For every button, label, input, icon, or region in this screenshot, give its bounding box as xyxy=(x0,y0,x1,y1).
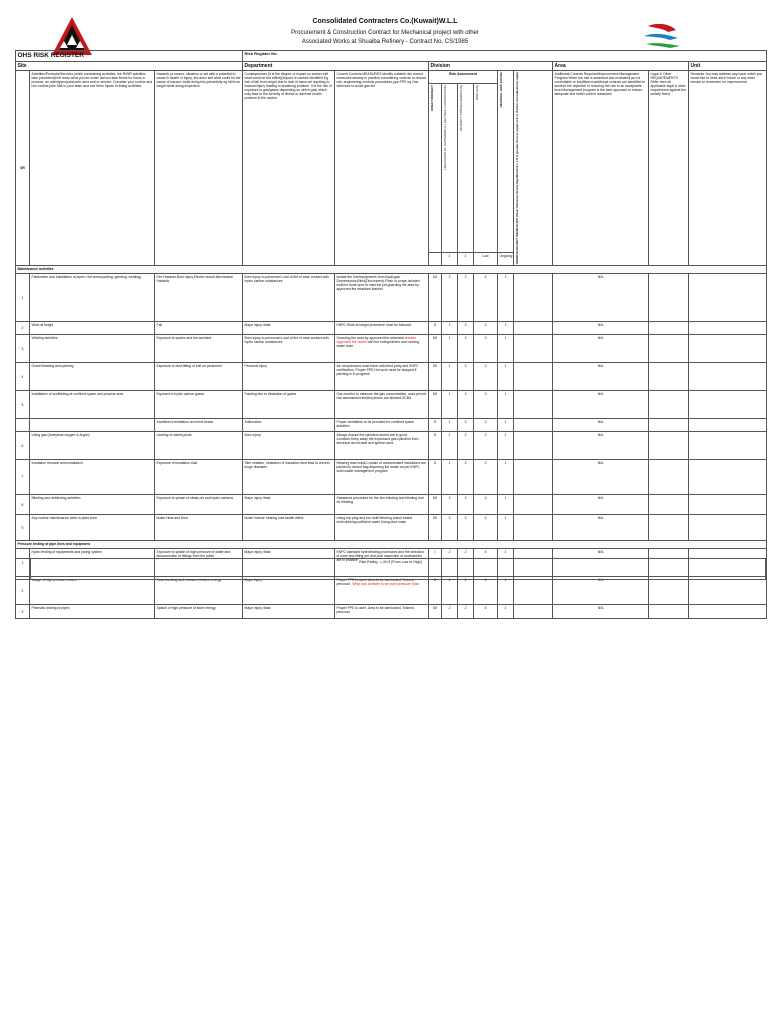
row-legal xyxy=(649,322,689,335)
row-current-controls xyxy=(335,335,429,363)
row-remarks xyxy=(689,322,767,335)
row-activity: Work at height xyxy=(30,322,155,335)
row-sr-number: 3 xyxy=(16,335,30,363)
col-header-consequence: Consequences (it is the degree of impact on worker self what could be the effect)(Impact of caused identified Eg risk of fall from height due to lack of hand rail resulting to fracture/injury leading to breathing problem. It is the risk of exposure to gas/gases depending on which gas) which may lead to the severity of illness or adverse health problem in the worker xyxy=(243,71,335,266)
row-consequence: Burn injury to personnel.Load of fire in case contact with hydro carbon substances xyxy=(243,274,335,322)
row-severity: 2 xyxy=(458,274,474,322)
area-label: Area xyxy=(553,62,689,71)
row-sr-number: 1 xyxy=(16,549,30,577)
row-risk: 2 xyxy=(474,363,498,391)
row-hazard: Exposure to splash of high pressure of water and disconnection of fittings from the joints xyxy=(155,549,243,577)
controls-highlight: Whip lock Arrester to be used pressure hose. xyxy=(352,582,421,587)
row-activity: Welding activities xyxy=(30,335,155,363)
row-current-controls xyxy=(335,577,429,605)
row-risk: 2 xyxy=(474,419,498,432)
row-significance xyxy=(514,432,553,460)
col-header-severity: SEVERITY CONSEQUENCES (S) xyxy=(458,85,463,132)
row-significance xyxy=(514,605,553,619)
row-residual-risk: 1 xyxy=(498,391,514,419)
row-legal xyxy=(649,391,689,419)
row-consequence: Major injury /fatal xyxy=(243,549,335,577)
department-label: Department xyxy=(243,62,429,71)
risk-register-table xyxy=(15,50,767,619)
row-current-controls xyxy=(335,363,429,391)
controls-text-continued: with fire extinguishers and running water hose xyxy=(336,340,419,349)
risk-rating-legend: Risk Rating : L,M,H (From Low to High) xyxy=(359,560,422,564)
col-header-significant: SIGNIFICANT/NOT SIGNIFICANT (Risk Tolerance Score) Significant if L x S is greater than or equal to 9 or if other considerations apply xyxy=(514,72,519,265)
row-direct-indirect: D xyxy=(429,419,442,432)
row-likelihood: 1 xyxy=(442,391,458,419)
col-header-additional-controls: Additional Controls Required/Improvement Management Program When the risk is assessed and evaluated as not controllable or insufficient,additional controls are identified to achieve the objective of reducing the risk to an acceptable level.Management program is the best approach to ensure adequate and better control measures xyxy=(553,71,649,266)
row-additional-controls: N/A xyxy=(553,322,649,335)
row-residual-risk: 1 xyxy=(498,605,514,619)
scale-severity: 1 xyxy=(458,252,474,265)
unit-label: Unit xyxy=(689,62,767,71)
row-significance xyxy=(514,322,553,335)
row-direct-indirect: D/I xyxy=(429,274,442,322)
row-severity: 2 xyxy=(458,335,474,363)
row-sr-number: 8 xyxy=(16,495,30,515)
row-hazard: Leaking of valves,joints xyxy=(155,432,243,460)
section-title: Pressure testing of pipe lines and equipment xyxy=(16,541,767,549)
controls-text: Proper PPE is used ,Area to be barricaded, Trained personal , xyxy=(336,578,414,587)
row-sr-number: 2 xyxy=(16,322,30,335)
scale-significance: Ongoing xyxy=(498,252,514,265)
row-additional-controls: N/A xyxy=(553,363,649,391)
risk-rating-footer xyxy=(15,558,766,580)
row-hazard: Noise,Heat and Dust xyxy=(155,515,243,541)
row-likelihood: 1 xyxy=(442,460,458,495)
row-sr-number: 1 xyxy=(16,274,30,322)
row-direct-indirect: D/I xyxy=(429,515,442,541)
row-severity: 2 xyxy=(458,322,474,335)
row-activity: Usage of high pressure hoses xyxy=(30,577,155,605)
row-remarks xyxy=(689,577,767,605)
section-header-row xyxy=(16,541,767,549)
row-consequence: Major injury /fatal xyxy=(243,495,335,515)
row-residual-risk: 1 xyxy=(498,515,514,541)
row-hazard: Hose bursting and releases of store energy xyxy=(155,577,243,605)
row-likelihood: 1 xyxy=(442,363,458,391)
table-row xyxy=(16,274,767,322)
row-remarks xyxy=(689,495,767,515)
row-risk: 4 xyxy=(474,549,498,577)
row-residual-risk: 1 xyxy=(498,460,514,495)
row-current-controls xyxy=(335,460,429,495)
row-hazard: Exposure to dust,fitting of bolt on personnel xyxy=(155,363,243,391)
row-remarks xyxy=(689,391,767,419)
row-consequence: Burn injury to personnel.Load of fire in case contact with hydro carbon substances xyxy=(243,335,335,363)
register-number-label: Risk Register No. xyxy=(243,51,767,62)
row-remarks xyxy=(689,274,767,322)
row-additional-controls: N/A xyxy=(553,432,649,460)
row-hazard: Fire Hazards,Burn injury,Electric shock,Mechanical Hazards xyxy=(155,274,243,322)
row-risk: 4 xyxy=(474,515,498,541)
row-severity: 2 xyxy=(458,549,474,577)
controls-text: Gas monitor to measure the gas concentration, work permit risk assessment,limited person are allowed,SCBA xyxy=(336,392,426,401)
row-residual-risk: 1 xyxy=(498,577,514,605)
row-direct-indirect: D xyxy=(429,460,442,495)
row-additional-controls: N/A xyxy=(553,335,649,363)
row-remarks xyxy=(689,432,767,460)
row-hazard: Fall xyxy=(155,322,243,335)
row-direct-indirect: D xyxy=(429,322,442,335)
row-remarks xyxy=(689,460,767,495)
controls-text: Air compressors must have valid third party and KNPC certification, Proper PPE,Hot work must be stopped if painting is in progress xyxy=(336,364,419,377)
row-risk: 2 xyxy=(474,577,498,605)
row-current-controls xyxy=(335,515,429,541)
row-severity: 2 xyxy=(458,605,474,619)
row-current-controls xyxy=(335,391,429,419)
row-significance xyxy=(514,391,553,419)
controls-text: Proper PPE is used ,Area to be barricaded, Trained personal xyxy=(336,606,414,615)
row-severity: 2 xyxy=(458,495,474,515)
row-remarks xyxy=(689,605,767,619)
row-likelihood: 1 xyxy=(442,322,458,335)
row-legal xyxy=(649,419,689,432)
client-logo xyxy=(640,20,682,52)
register-title: OHS RISK REGISTER xyxy=(16,51,243,62)
row-significance xyxy=(514,363,553,391)
row-legal xyxy=(649,577,689,605)
row-sr-number: 6 xyxy=(16,432,30,460)
controls-text: Using ear plug and ear muff,Wearing cotton based cloth,drinking sufficient water Using dust mask xyxy=(336,516,413,525)
row-severity: 2 xyxy=(458,577,474,605)
row-consequence: Major injury /fatal xyxy=(243,605,335,619)
row-risk: 4 xyxy=(474,495,498,515)
row-likelihood: 1 xyxy=(442,419,458,432)
row-likelihood: 2 xyxy=(442,549,458,577)
col-header-legal: Legal & Other REQUIREMENTS Refer here all applicable legal & other requirement against the activity listed xyxy=(649,71,689,266)
row-additional-controls: N/A xyxy=(553,605,649,619)
table-row xyxy=(16,419,767,432)
row-consequence: Burn injury xyxy=(243,432,335,460)
table-row xyxy=(16,460,767,495)
row-residual-risk: 1 xyxy=(498,322,514,335)
row-consequence: Personal injury xyxy=(243,363,335,391)
row-activity xyxy=(30,419,155,432)
row-likelihood: 2 xyxy=(442,274,458,322)
controls-text: Always ensure the cylinders stored are in good condition.Keep away the expressed gas cylinders from electrical circuit,heat and ignition area xyxy=(336,433,419,446)
row-residual-risk: 1 xyxy=(498,432,514,460)
row-sr-number: 3 xyxy=(16,605,30,619)
col-header-remarks: Remarks You may address any issue which you would like to seek aid in future or any other remark to remember for improvement xyxy=(689,71,767,266)
row-remarks xyxy=(689,419,767,432)
site-label: Site xyxy=(16,62,243,71)
table-row xyxy=(16,577,767,605)
row-legal xyxy=(649,335,689,363)
row-residual-risk: 1 xyxy=(498,363,514,391)
section-title: Maintenance activities xyxy=(16,266,767,274)
row-severity: 2 xyxy=(458,419,474,432)
controls-text: Wearing dust mask,Contain of contaminated insulations are packed in closed bag,disposing the waste as per KNPC solid waste management program xyxy=(336,461,426,474)
controls-text: Guarding the area by approved fire retardant xyxy=(336,336,404,341)
row-residual-risk: 1 xyxy=(498,335,514,363)
row-legal xyxy=(649,605,689,619)
row-residual-risk: 1 xyxy=(498,274,514,322)
row-consequence: Skin irritation, inhalation of insulation dust lead to chronic lungs diseases xyxy=(243,460,335,495)
row-legal xyxy=(649,432,689,460)
row-likelihood: 2 xyxy=(442,605,458,619)
row-hazard: Exposure to splash of steam,air and hydro carbons xyxy=(155,495,243,515)
row-legal xyxy=(649,460,689,495)
col-header-activity: Activities/Products/Services (while considering activities, the R/WR activities take precedent)Drill down what you do under various task levels for hours a process, an activity/projects/work area and or service. Consider your routine and non routine jobs.Talk to your team and see them inputs to listing activities xyxy=(30,71,155,266)
row-activity: Insulation removal and installation xyxy=(30,460,155,495)
controls-text: KNPC Work at height procedure must be followed xyxy=(336,323,412,328)
row-consequence: Major injury /fatal xyxy=(243,322,335,335)
row-risk: 2 xyxy=(474,335,498,363)
row-sr-number: 7 xyxy=(16,460,30,495)
company-name: Consolidated Contracters Co.(Kuwait)W.L.L xyxy=(312,18,458,25)
row-additional-controls: N/A xyxy=(553,495,649,515)
row-additional-controls: N/A xyxy=(553,577,649,605)
scale-likelihood: 1 xyxy=(442,252,458,265)
row-significance xyxy=(514,460,553,495)
row-risk: 2 xyxy=(474,391,498,419)
row-legal xyxy=(649,274,689,322)
row-sr-number: 9 xyxy=(16,515,30,541)
table-row xyxy=(16,515,767,541)
row-activity: Using gas (Acetylene,oxygen & Argon) xyxy=(30,432,155,460)
row-severity: 2 xyxy=(458,391,474,419)
row-likelihood: 2 xyxy=(442,515,458,541)
row-significance xyxy=(514,274,553,322)
row-residual-risk: 1 xyxy=(498,419,514,432)
row-legal xyxy=(649,495,689,515)
row-activity: Fabrication and installation of pipes. Hot works(cutting, grinding, welding) xyxy=(30,274,155,322)
contract-title-line-2: Associated Works at Shuaiba Refinery - Contract No. CS/1985 xyxy=(301,39,469,45)
row-likelihood: 2 xyxy=(442,495,458,515)
row-additional-controls: N/A xyxy=(553,549,649,577)
row-direct-indirect: D/I xyxy=(429,335,442,363)
row-hazard: Splash of high pressure of store energy xyxy=(155,605,243,619)
row-significance xyxy=(514,515,553,541)
row-significance xyxy=(514,495,553,515)
row-remarks xyxy=(689,515,767,541)
table-row xyxy=(16,322,767,335)
table-row xyxy=(16,363,767,391)
row-hazard: Exposure of insulation dust xyxy=(155,460,243,495)
row-consequence: Major injury xyxy=(243,577,335,605)
row-significance xyxy=(514,419,553,432)
row-activity: Pnematic testing of pipes xyxy=(30,605,155,619)
table-row xyxy=(16,495,767,515)
row-activity: Blinding and deblinding activities xyxy=(30,495,155,515)
row-sr-number: 2 xyxy=(16,577,30,605)
row-additional-controls: N/A xyxy=(553,515,649,541)
row-activity: Any routine maintenance work in plant area xyxy=(30,515,155,541)
row-legal xyxy=(649,363,689,391)
controls-text: KNPC standard hydrotesting procedures and the selection of hose and fitting pre and post inspection of accessories are in practice xyxy=(336,550,424,563)
col-header-direct-indirect: DIRECT/INDIRECT xyxy=(429,85,434,112)
row-current-controls xyxy=(335,432,429,460)
row-significance xyxy=(514,335,553,363)
row-direct-indirect: D/I xyxy=(429,391,442,419)
col-header-hazard: Hazards (a source, situation or act with a potential to cause ill health or injury, list down self what could be the cause of hazard. while doing this job/activity eg fall from height while doing inspection xyxy=(155,71,243,266)
contract-title-line-1: Procurement & Construction Contract for Mechanical project with other xyxy=(291,30,479,36)
table-row xyxy=(16,391,767,419)
row-current-controls xyxy=(335,419,429,432)
row-direct-indirect: D/I xyxy=(429,495,442,515)
col-header-controls: Current Controls MEASURES identify suitable risk control measures already in practice considering controls to reduce risk; engineering controls procedures,ppe PPE eg Gas detectors to avoid gas etc xyxy=(335,71,429,266)
row-additional-controls: N/A xyxy=(553,419,649,432)
row-likelihood: 1 xyxy=(442,577,458,605)
col-header-risk-assessment: Risk Assessment xyxy=(429,71,498,84)
section-header-row xyxy=(16,266,767,274)
row-severity: 2 xyxy=(458,460,474,495)
row-consequence: Fainting due to inhalation of gases xyxy=(243,391,335,419)
row-current-controls xyxy=(335,322,429,335)
controls-highlight: blanket. Approved fire watch xyxy=(336,336,417,345)
row-current-controls xyxy=(335,495,429,515)
col-header-residual-risk: RESIDUAL RISK RATING xyxy=(498,72,503,108)
scale-risk: Low xyxy=(474,252,498,265)
controls-text: Isolate the line/equipments from liquid,gas Depressurize,Blind(Disconnect),Flush or purge,Isolated shall be done prior to start the job,guarding the area by approved fire retardant blanket xyxy=(336,275,420,292)
row-activity: Gravel blasting and painting xyxy=(30,363,155,391)
row-risk: 4 xyxy=(474,605,498,619)
row-severity: 2 xyxy=(458,363,474,391)
table-row xyxy=(16,335,767,363)
row-likelihood: 1 xyxy=(442,335,458,363)
row-risk: 2 xyxy=(474,432,498,460)
col-header-likelihood: LIKELIHOOD OF HAPPENING (L) (Ref Table 3 ACCEPTANCE) xyxy=(442,85,447,171)
row-activity: Installation of scaffolding at confined space and process area xyxy=(30,391,155,419)
row-sr-number: 5 xyxy=(16,391,30,419)
row-consequence: Suffocation xyxy=(243,419,335,432)
row-legal xyxy=(649,515,689,541)
row-consequence: Noise include hearing loss,health effect xyxy=(243,515,335,541)
row-direct-indirect: D xyxy=(429,577,442,605)
row-risk: 2 xyxy=(474,460,498,495)
row-current-controls xyxy=(335,274,429,322)
row-sr-number xyxy=(16,419,30,432)
table-row xyxy=(16,432,767,460)
row-residual-risk: 1 xyxy=(498,495,514,515)
row-direct-indirect: D xyxy=(429,432,442,460)
controls-text: Proper ventilation to be provided for confined space activities xyxy=(336,420,414,429)
row-residual-risk: 1 xyxy=(498,549,514,577)
table-row xyxy=(16,605,767,619)
row-additional-controls: N/A xyxy=(553,391,649,419)
controls-text: Standared procedure for the line blinding and blinding and de blinding xyxy=(336,496,424,505)
col-header-risk: RISK (LxS) xyxy=(474,85,479,101)
row-remarks xyxy=(689,335,767,363)
row-severity: 2 xyxy=(458,515,474,541)
row-likelihood: 1 xyxy=(442,432,458,460)
row-remarks xyxy=(689,363,767,391)
row-direct-indirect: I xyxy=(429,549,442,577)
division-label: Division xyxy=(429,62,553,71)
row-direct-indirect: D/I xyxy=(429,605,442,619)
row-risk: 4 xyxy=(474,274,498,322)
row-activity: Hydro testing of equipments and piping system xyxy=(30,549,155,577)
row-severity: 2 xyxy=(458,432,474,460)
row-hazard: Insufficient ventilation and heat stress xyxy=(155,419,243,432)
row-sr-number: 4 xyxy=(16,363,30,391)
row-hazard: Exposed to hydro carbon gases xyxy=(155,391,243,419)
row-additional-controls: N/A xyxy=(553,460,649,495)
row-risk: 2 xyxy=(474,322,498,335)
row-significance xyxy=(514,577,553,605)
row-current-controls xyxy=(335,605,429,619)
row-additional-controls: N/A xyxy=(553,274,649,322)
col-header-sr: SR xyxy=(16,71,30,266)
row-hazard: Exposure to sparks and fire accident xyxy=(155,335,243,363)
row-direct-indirect: D/I xyxy=(429,363,442,391)
